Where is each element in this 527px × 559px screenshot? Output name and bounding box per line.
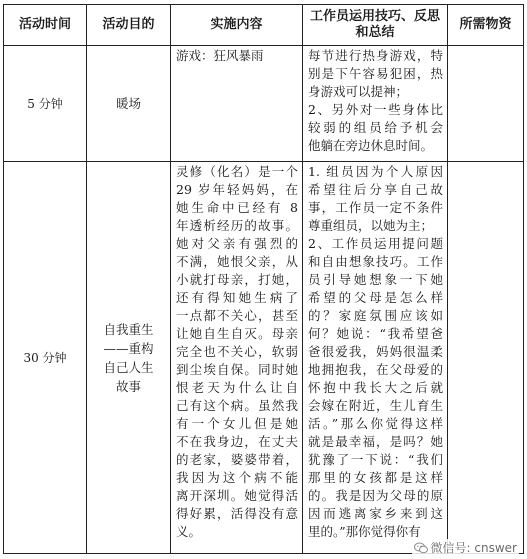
skills-line: 尊重组员，以她为主； [308, 218, 434, 233]
table-row [4, 162, 524, 554]
header-activity-time: 活动时间 [4, 5, 87, 46]
purpose-line: 暖场 [115, 96, 141, 111]
header-materials: 所需物资 [448, 5, 524, 46]
row-1-skills [303, 46, 448, 162]
content-line: 年透析经历的故事。 [176, 218, 298, 233]
content-line: 灵修（化名）是一个 [176, 164, 298, 179]
skills-line: 爸很爱我，妈妈很温柔 [308, 344, 443, 359]
content-line: 的老家，婆婆带着， [176, 452, 298, 467]
watermark-text: 微信号: cnswer [430, 541, 517, 555]
skills-line: 较弱的组员给予机会 [308, 120, 443, 135]
table-header-row [4, 5, 524, 46]
header-skills-reflection: 工作员运用技巧、反思和总结 [303, 5, 448, 46]
skills-line: 希望的父母是怎么样 [308, 290, 443, 305]
content-line: 她生命中已经有 8 [176, 200, 298, 215]
skills-line: 的？家庭氛围应该如 [308, 308, 443, 323]
content-line: 不在我身边，在丈夫 [176, 434, 298, 449]
row-2-materials [448, 162, 524, 554]
wechat-watermark [412, 539, 519, 556]
purpose-line: 自我重生 [103, 321, 154, 337]
skills-line: 员引导她想象一下她 [308, 272, 443, 287]
content-line: 到尘埃自保。同时她 [176, 362, 298, 377]
skills-line: 里的。”那你觉得你有 [308, 524, 421, 539]
row-1-time: 5 分钟 [4, 46, 87, 162]
content-line: 己有这个病。虽然我 [176, 398, 298, 413]
skills-line: 每节进行热身游戏，特 [308, 48, 443, 63]
skills-line: 因而逃离家乡来到这 [308, 506, 443, 521]
skills-line: 希望往后分享自己故 [308, 182, 443, 197]
content-line: 恨老天为什么让自 [176, 380, 298, 395]
content-line: 离开深圳。她觉得活 [176, 488, 298, 503]
skills-line: 会嫁在附近，生儿育生 [308, 398, 443, 413]
table-row [4, 46, 524, 162]
skills-line: 犹豫了一下说：“我们 [308, 452, 443, 467]
row-2-content [171, 162, 303, 554]
content-line: 义。 [176, 524, 202, 539]
content-line: 让她自生自灭。母亲 [176, 326, 298, 341]
skills-line: 2、另外对一些身体比 [308, 102, 443, 117]
content-line: 不满，她恨父亲，从 [176, 254, 298, 269]
skills-line: 别是下午容易犯困，热 [308, 66, 443, 81]
content-line: 我因为这个病不能 [176, 470, 298, 485]
skills-line: 的。我是因为父母的原 [308, 488, 443, 503]
skills-line: 就是最幸福，是吗？她 [308, 434, 443, 449]
content-line: 完全也不关心，软弱 [176, 344, 298, 359]
header-activity-purpose: 活动目的 [87, 5, 171, 46]
content-line: 游戏：狂风暴雨 [176, 48, 264, 63]
content-line: 她对父亲有强烈的 [176, 236, 298, 251]
purpose-line: 自己人生 [103, 359, 154, 375]
content-line: 得好累，活得没有意 [176, 506, 298, 521]
skills-line: 身游戏可以提神； [308, 84, 409, 99]
content-line: 有一个女儿但是她 [176, 416, 298, 431]
content-line: 一点都不关心，甚至 [176, 308, 298, 323]
wechat-icon [414, 542, 428, 554]
content-line: 29 岁年轻妈妈，在 [176, 182, 298, 197]
header-content: 实施内容 [171, 5, 303, 46]
skills-line: 何？她说：“我希望爸 [308, 326, 443, 341]
skills-line: 事，工作员一定不条件 [308, 200, 443, 215]
skills-line: 那里的女孩都是这样 [308, 470, 443, 485]
content-line: 还有得知她生病了 [176, 290, 298, 305]
skills-line: 1. 组员因为个人原因 [308, 164, 443, 179]
row-2-skills [303, 162, 448, 554]
skills-line: 2、工作员运用提问题 [308, 236, 443, 251]
row-2-purpose [87, 162, 171, 554]
row-1-content [171, 46, 303, 162]
activity-plan-table [3, 4, 524, 554]
skills-line: 地拥抱我，在父母爱的 [308, 362, 443, 377]
skills-line: 活。”那么你觉得这样 [308, 416, 443, 431]
row-2-time: 30 分钟 [4, 162, 87, 554]
row-1-materials [448, 46, 524, 162]
purpose-line: 故事 [115, 378, 141, 394]
skills-line: 他躺在旁边休息时间。 [308, 138, 434, 153]
row-1-purpose [87, 46, 171, 162]
purpose-line: ——重构 [103, 340, 154, 356]
skills-line: 怀抱中我长大之后就 [308, 380, 443, 395]
content-line: 小就打母亲，打她， [176, 272, 298, 287]
skills-line: 和自由想象技巧。工作 [308, 254, 443, 269]
